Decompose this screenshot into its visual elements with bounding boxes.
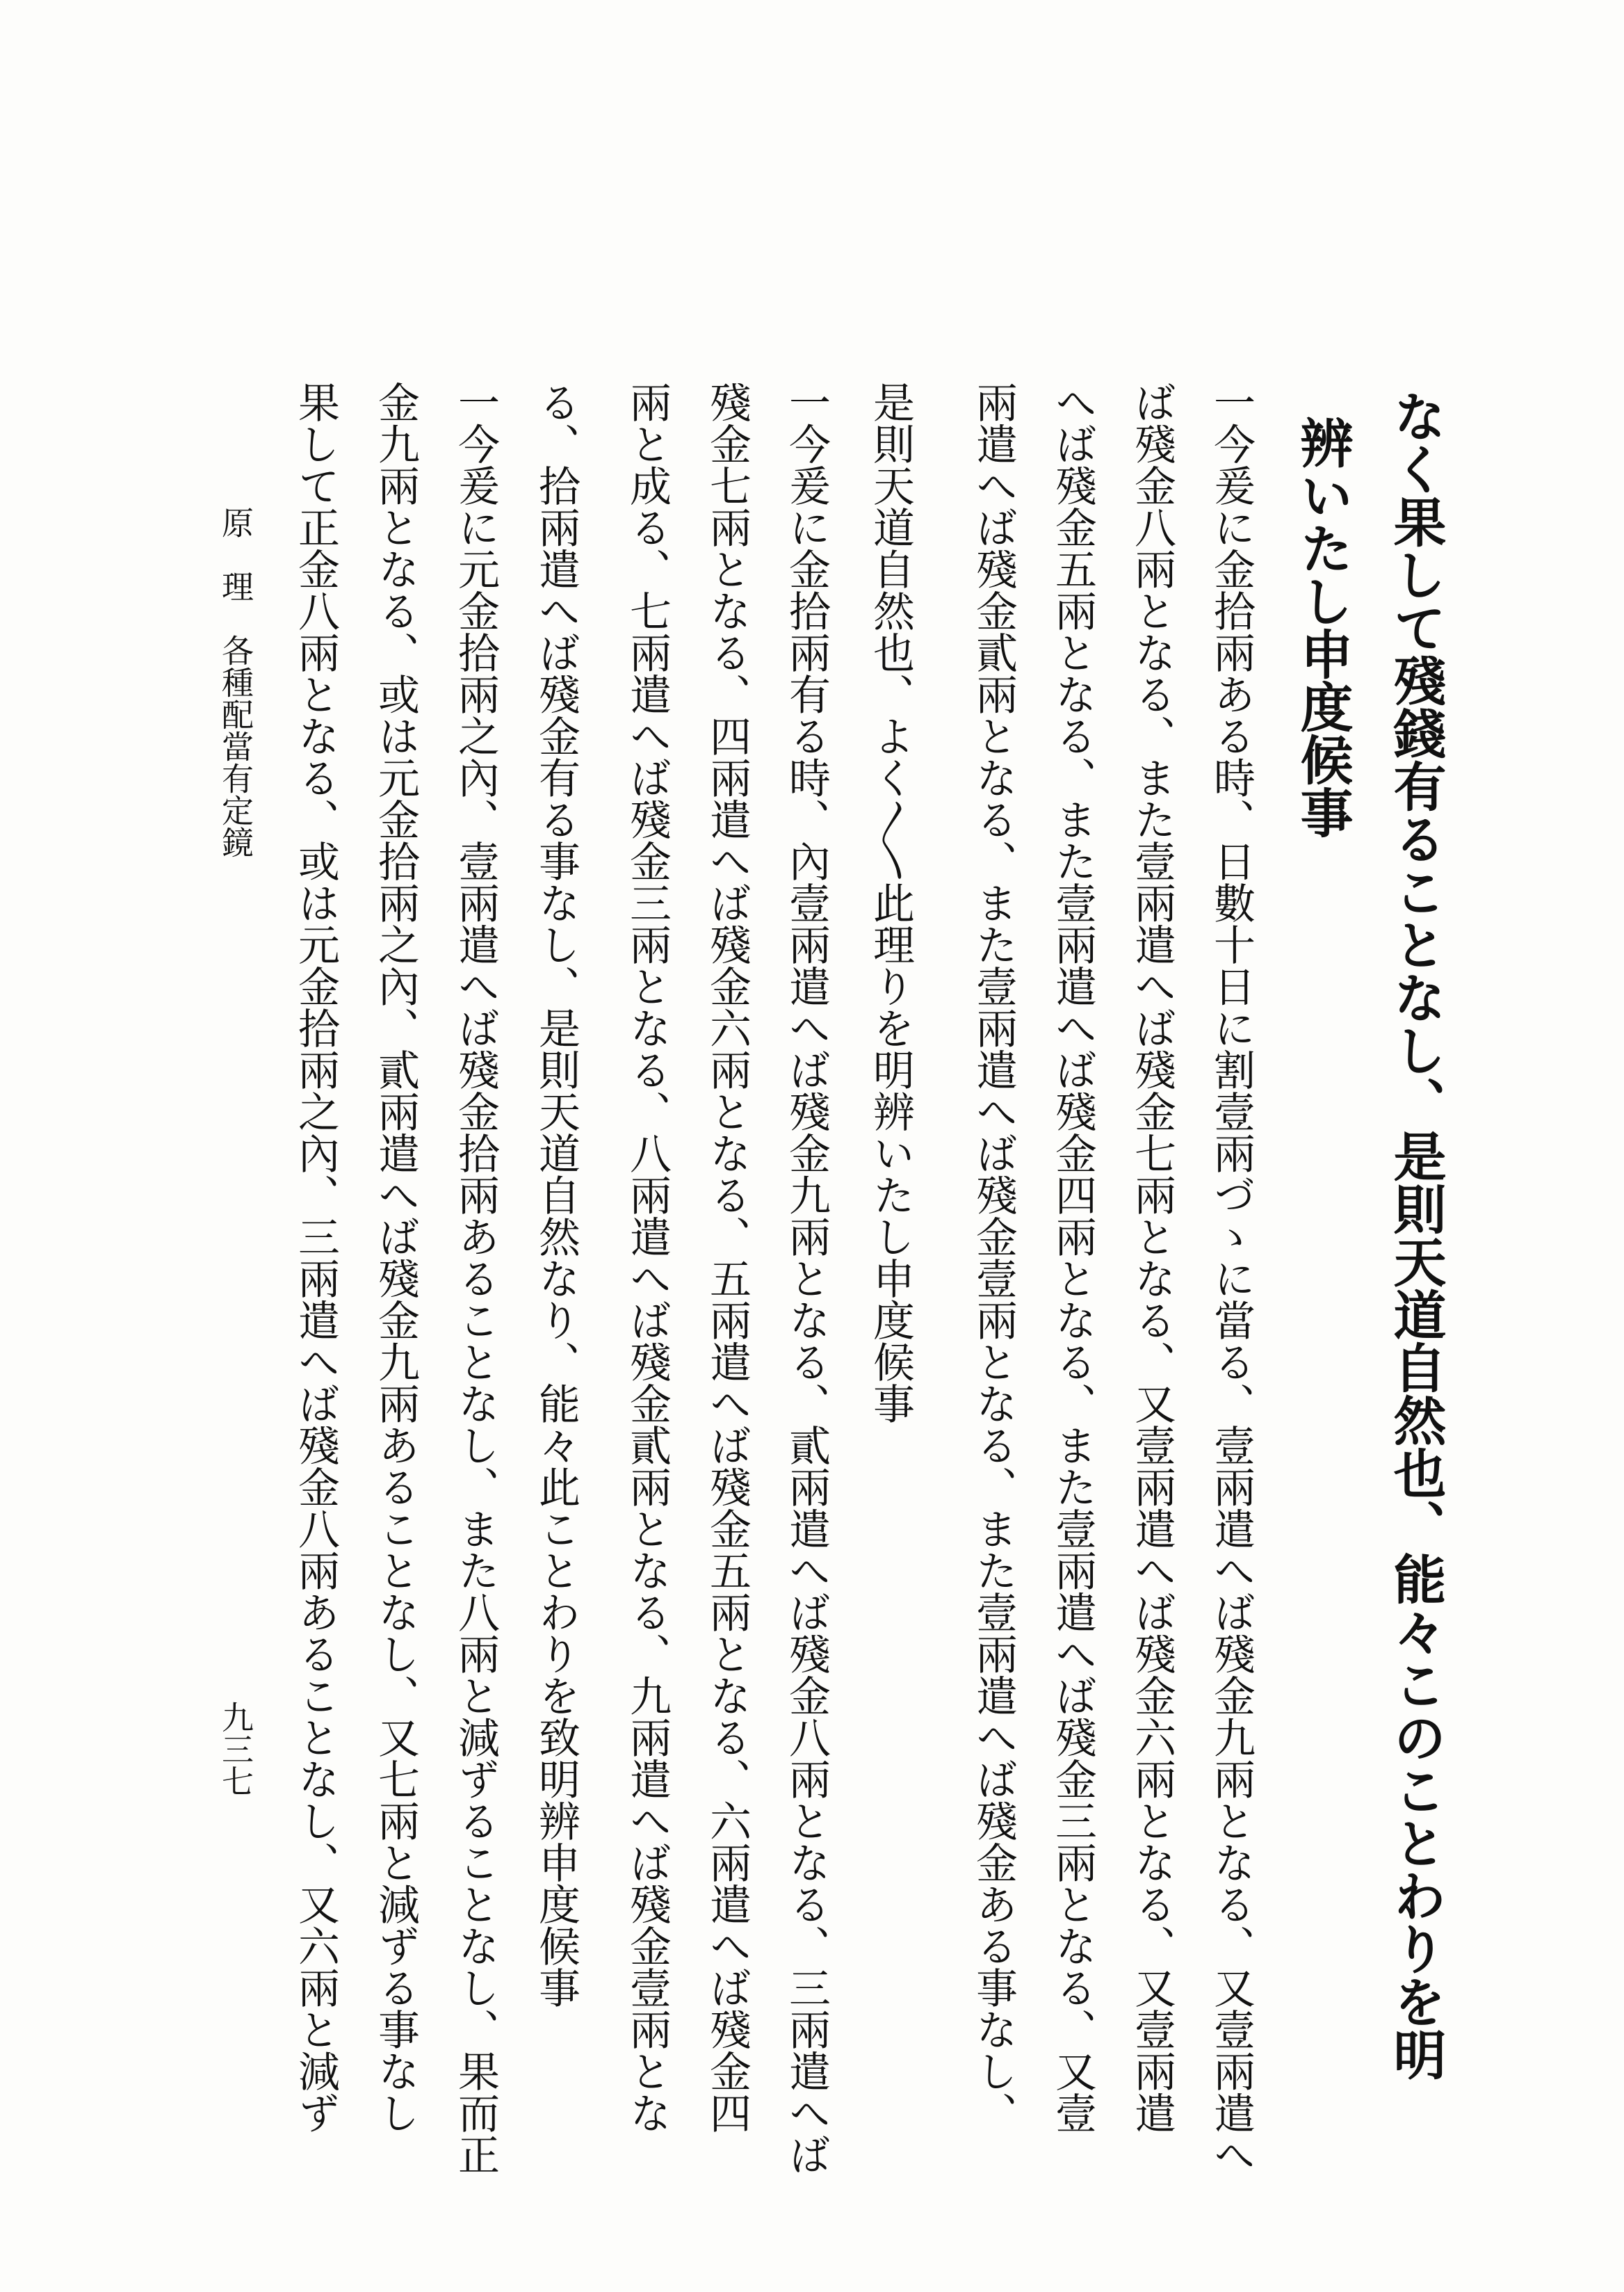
text-column-9: 殘金七兩となる、四兩遣へば殘金六兩となる、五兩遣へば殘金五兩となる、六兩遣へば殘金四: [703, 381, 752, 2133]
text-column-3: 一今爰に金拾兩ある時、日數十日に割壹兩づゝに當る、壹兩遣へば殘金九兩となる、又壹兩遣へ: [1207, 381, 1256, 2175]
text-column-12: 一今爰に元金拾兩之內、壹兩遣へば殘金拾兩あることなし、また八兩と減ずることなし、果而正: [451, 381, 500, 2175]
text-column-6: 兩遣へば殘金貳兩となる、また壹兩遣へば殘金壹兩となる、また壹兩遣へば殘金ある事なし、: [969, 381, 1018, 2133]
text-column-1: なく果して殘錢有ることなし、是則天道自然也、能々このことわりを明: [1385, 389, 1447, 2081]
text-column-2: 辨いたし申度候事: [1292, 416, 1354, 839]
text-column-14: 果して正金八兩となる、或は元金拾兩之內、三兩遣へば殘金八兩あることなし、又六兩と減ず: [291, 381, 340, 2133]
text-column-4: ば殘金八兩となる、また壹兩遣へば殘金七兩となる、又壹兩遣へば殘金六兩となる、又壹兩遣: [1128, 381, 1176, 2133]
text-column-5: へば殘金五兩となる、また壹兩遣へば殘金四兩となる、また壹兩遣へば殘金三兩となる、又壹: [1048, 381, 1097, 2133]
text-column-11: る、拾兩遣へば殘金有る事なし、是則天道自然なり、能々此ことわりを致明辨申度候事: [532, 381, 580, 2008]
text-column-7: 是則天道自然也、よく〳〵此理りを明辨いたし申度候事: [866, 381, 915, 1424]
running-title: 原 理 各種配當有定鏡: [217, 506, 254, 858]
text-column-8: 一今爰に金拾兩有る時、內壹兩遣へば殘金九兩となる、貳兩遣へば殘金八兩となる、三兩遣へば: [782, 381, 831, 2175]
text-column-10: 兩と成る、七兩遣へば殘金三兩となる、八兩遣へば殘金貳兩となる、九兩遣へば殘金壹兩とな: [623, 381, 672, 2133]
text-column-13: 金九兩となる、或は元金拾兩之內、貳兩遣へば殘金九兩あることなし、又七兩と減ずる事なし: [371, 381, 420, 2133]
page-number: 九三七: [217, 1701, 254, 1797]
